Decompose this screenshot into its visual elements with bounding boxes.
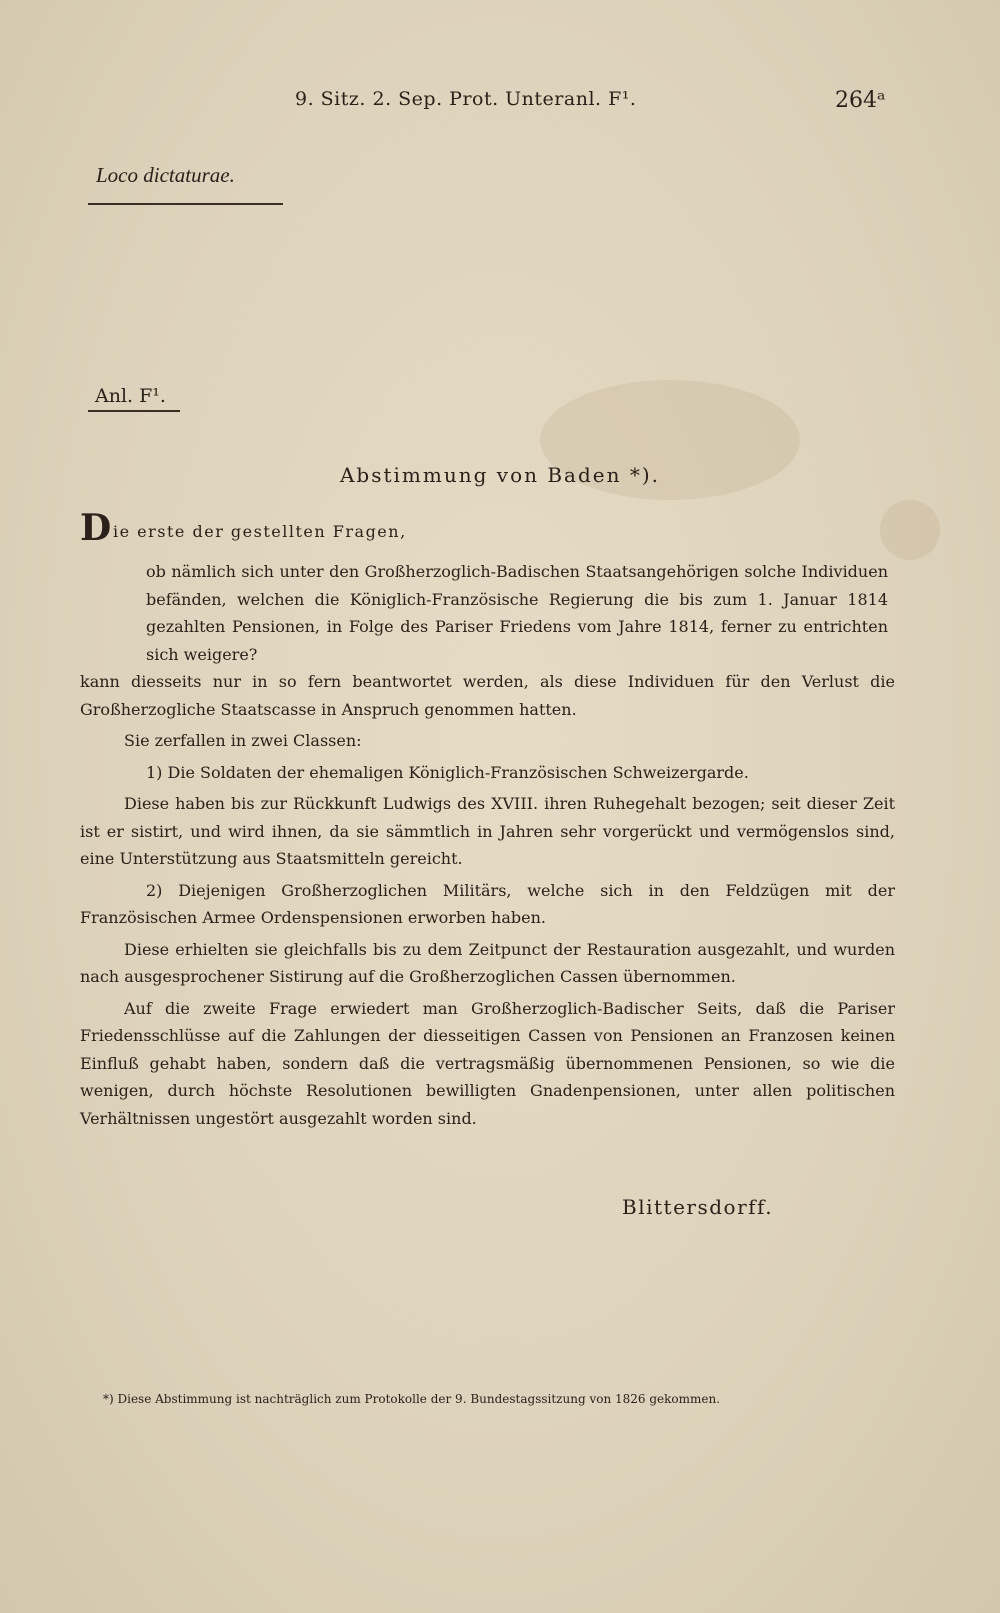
footnote: *) Diese Abstimmung ist nachträglich zum Protokolle der 9. Bundestagssitzung von 1826 gekommen.: [103, 1392, 721, 1406]
body-text: [80, 668, 895, 1132]
document-title: Abstimmung von Baden *).: [339, 463, 661, 487]
question-first-line: ie erste der gestellten Fragen,: [113, 522, 407, 541]
list-item: 2) Diejenigen Großherzoglichen Militärs, welche sich in den Feldzügen mit der Französischen Armee Ordenspensionen erworben haben.: [80, 880, 895, 927]
loco-note: Loco dictaturae.: [96, 163, 235, 187]
running-title: 9. Sitz. 2. Sep. Prot. Unteranl. F¹.: [295, 88, 637, 110]
page-number: 264ᵃ: [835, 88, 886, 113]
list-item: 1) Die Soldaten der ehemaligen Königlich-Französischen Schweizergarde.: [146, 762, 749, 782]
drop-cap: D: [80, 507, 112, 549]
ornamental-rule: [88, 203, 283, 205]
paragraph: kann diesseits nur in so fern beantwortet werden, als diese Individuen für den Verlust die Großherzogliche Staatscasse in Anspruch genommen hatten.: [80, 672, 895, 719]
question-text: ob nämlich sich unter den Großherzoglich-Badischen Staatsangehörigen solche Individuen befänden, welchen die Königlich-Französische Regierung die bis zum 1. Januar 1814 gezahlten Pensionen, in Folge des Pariser Friedens vom Jahre 1814, ferner zu entrichten sich weigere?: [146, 562, 888, 664]
paragraph: Sie zerfallen in zwei Classen:: [124, 731, 362, 750]
paper-stain: [880, 500, 940, 560]
paragraph: Diese erhielten sie gleichfalls bis zu dem Zeitpunct der Restauration ausgezahlt, und wurden nach ausgesprochener Sistirung auf die Großherzoglichen Cassen übernommen.: [80, 939, 895, 986]
paragraph: Auf die zweite Frage erwiedert man Großherzoglich-Badischer Seits, daß die Pariser Friedensschlüsse auf die Zahlungen der diesseitigen Cassen von Pensionen an Franzosen keinen Einfluß gehabt haben, sondern daß die vertragsmäßig übernommenen Pensionen, so wie die wenigen, durch höchste Resolutionen bewilligten Gnadenpensionen, unter allen politischen Verhältnissen ungestört ausgezahlt worden sind.: [80, 998, 895, 1128]
annex-label: Anl. F¹.: [95, 385, 166, 407]
paragraph: Diese haben bis zur Rückkunft Ludwigs des XVIII. ihren Ruhegehalt bezogen; seit dieser Zeit ist er sistirt, und wird ihnen, da sie sämmtlich in Jahren sehr vorgerückt und vermögenslos sind, eine Unterstützung aus Staatsmitteln gereicht.: [80, 794, 895, 868]
annex-rule: [88, 410, 180, 412]
signature: Blittersdorff.: [622, 1195, 774, 1219]
